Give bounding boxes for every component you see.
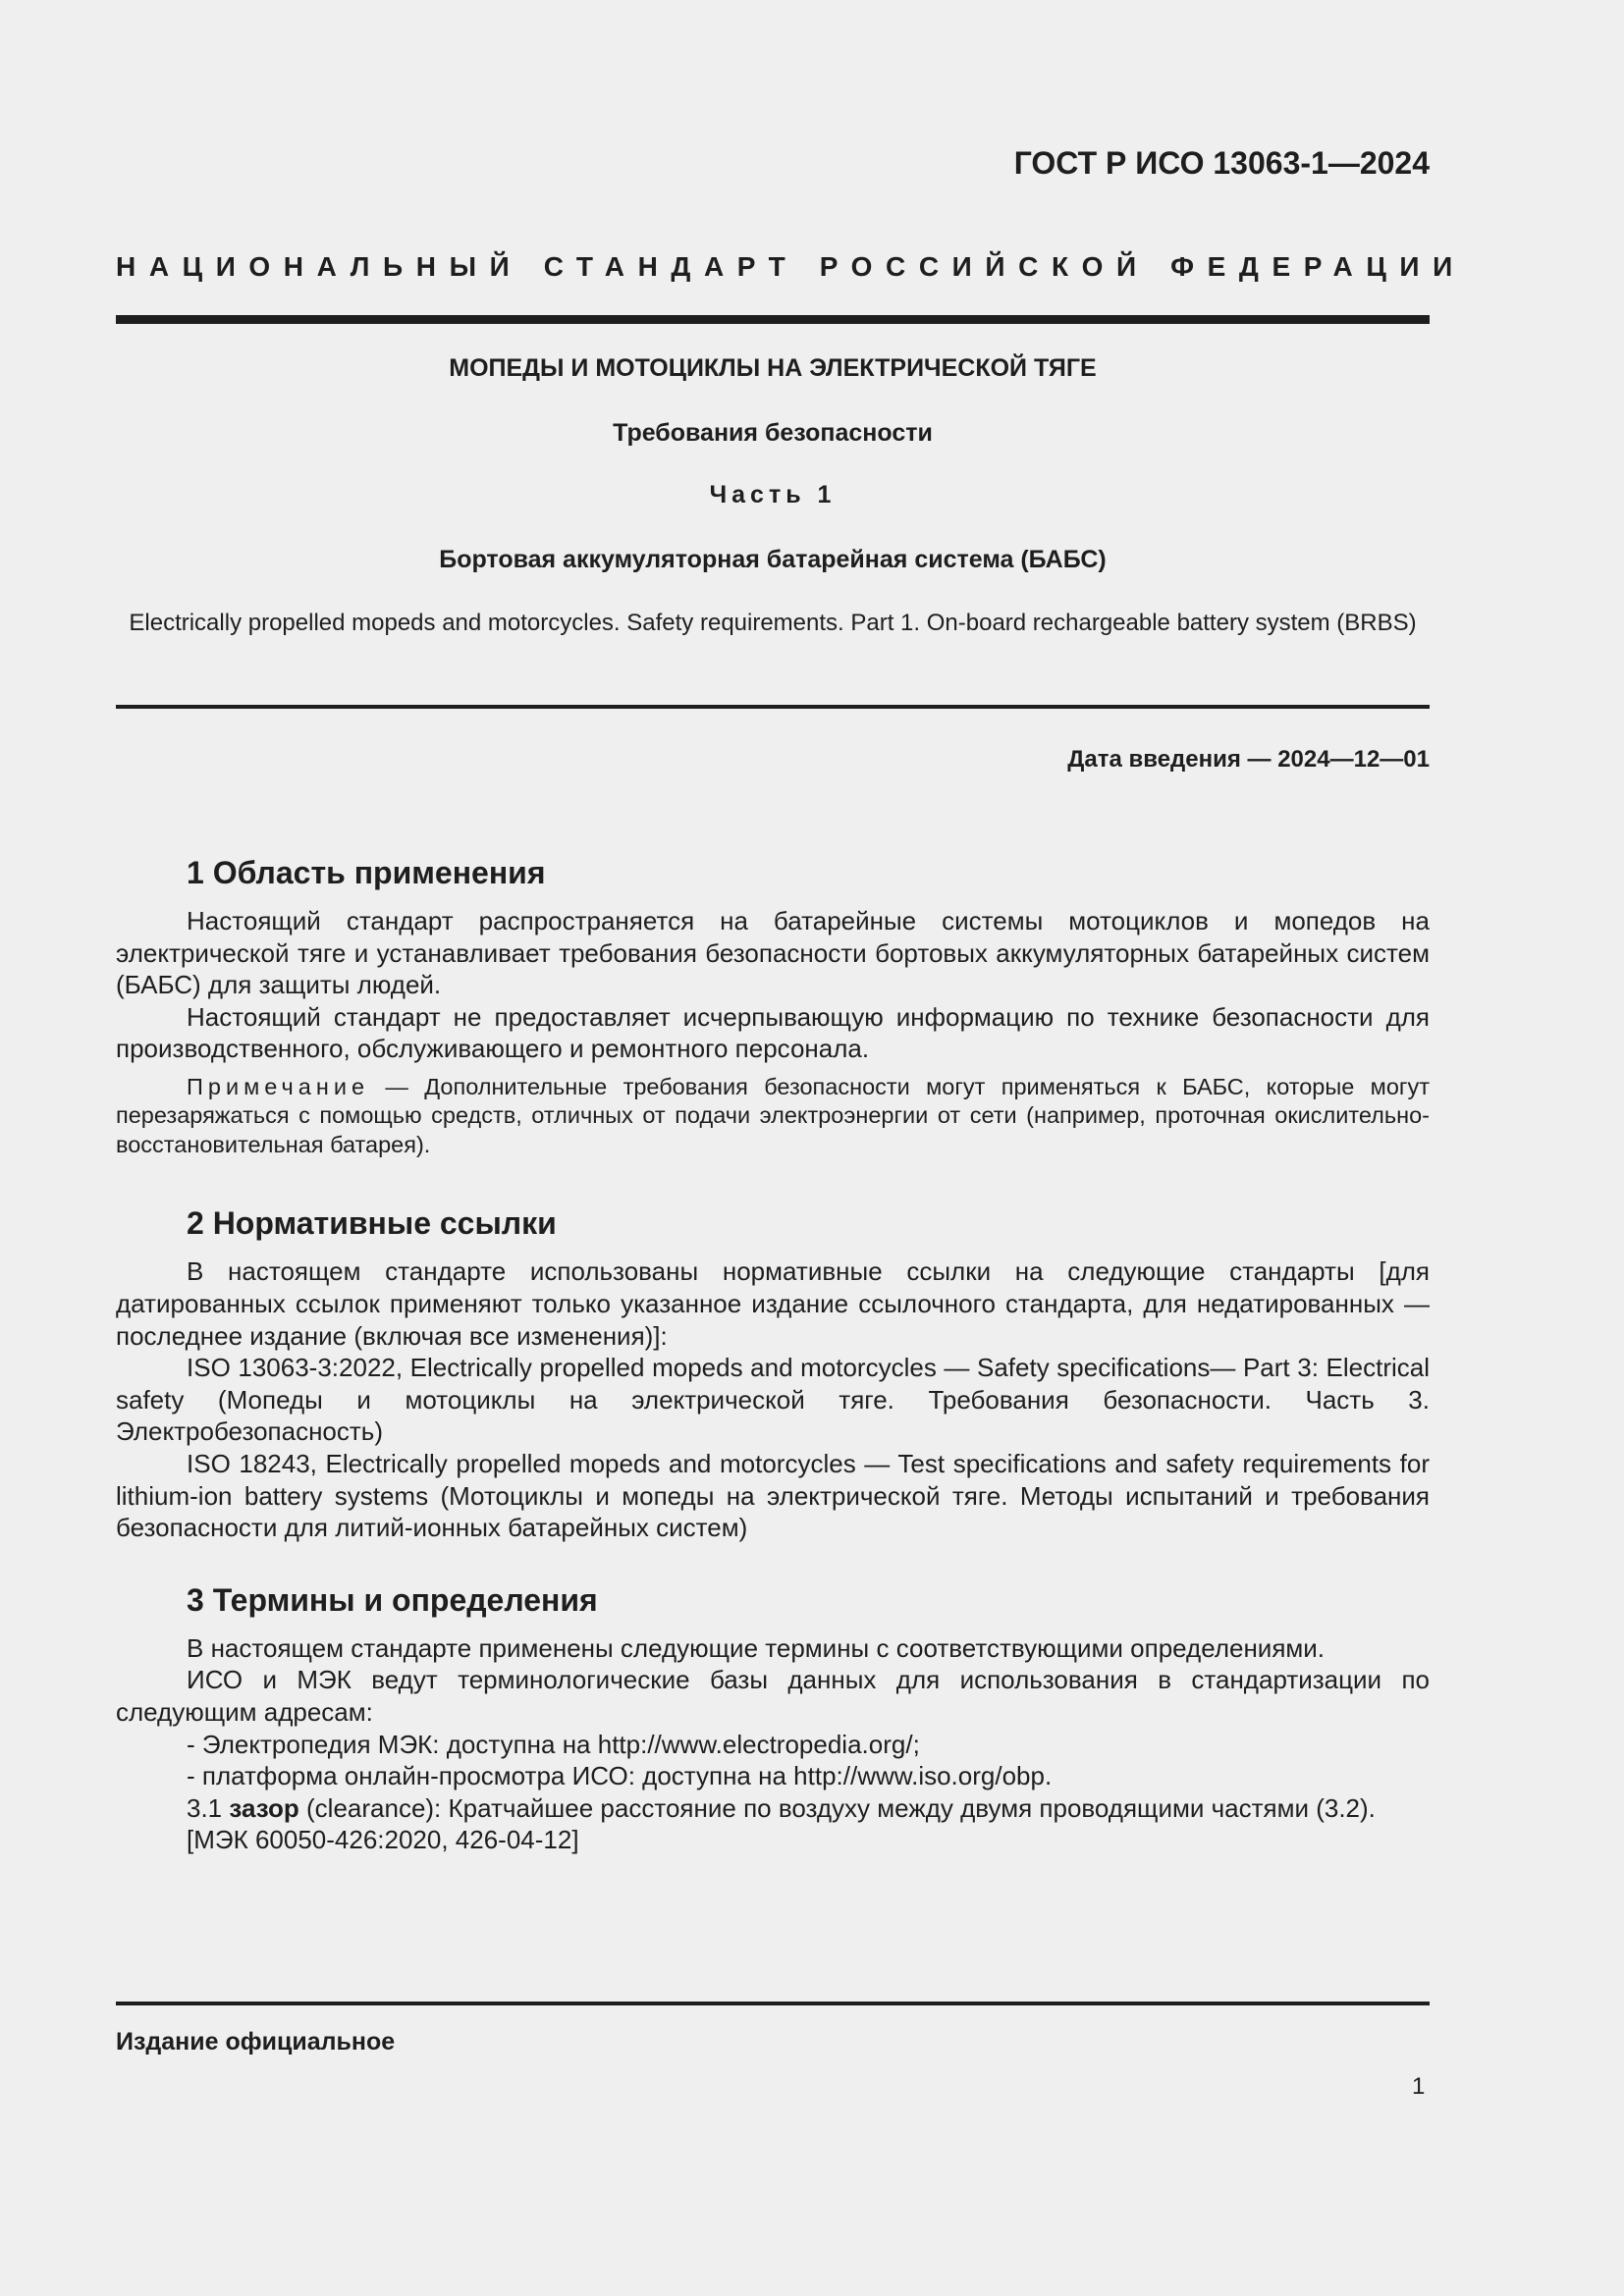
- list-item: - платформа онлайн-просмотра ИСО: доступна на http://www.iso.org/obp.: [187, 1761, 1053, 1791]
- part-title: Бортовая аккумуляторная батарейная система (БАБС): [439, 546, 1107, 573]
- term-source: [МЭК 60050-426:2020, 426-04-12]: [187, 1825, 579, 1855]
- section-3-paragraph-1: В настоящем стандарте применены следующие термины с соответствующими определениями.: [187, 1632, 1326, 1663]
- section-2-heading: 2 Нормативные ссылки: [187, 1205, 557, 1242]
- note-label: Примечание: [187, 1073, 370, 1099]
- page-number: 1: [1412, 2073, 1426, 2100]
- term-number: 3.1: [187, 1792, 230, 1823]
- section-1-paragraph-1: Настоящий стандарт распространяется на батарейные системы мотоциклов и мопедов на электрической тяге и устанавливает требования безопасности бортовых аккумуляторных батарейных систем (БАБС) для защиты людей.: [116, 906, 1430, 1000]
- part-label: Часть 1: [709, 481, 837, 508]
- thick-divider: [116, 315, 1430, 324]
- section-2-reference-1: ISO 13063-3:2022, Electrically propelled mopeds and motorcycles — Safety specifications— Part 3: Electrical safety (Мопеды и мотоциклы на электрической тяге. Требования безопасности. Часть 3. Электробезопасность): [116, 1353, 1430, 1447]
- section-1-note: [116, 1073, 1430, 1160]
- document-body: [116, 854, 1430, 1856]
- term-definition: [116, 1792, 1430, 1825]
- note-text: — Дополнительные требования безопасности могут применяться к БАБС, которые могут перезаряжаться с помощью средств, отличных от подачи электроэнергии от сети (например, проточная окислительно-восстановительная батарея).: [116, 1073, 1430, 1157]
- term-text: (clearance): Кратчайшее расстояние по воздуху между двумя проводящими частями (3.2).: [298, 1792, 1376, 1823]
- title-divider: [116, 705, 1430, 709]
- footer-divider: [116, 2002, 1430, 2005]
- section-2-paragraph-1: В настоящем стандарте использованы нормативные ссылки на следующие стандарты [для датированных ссылок применяют только указанное издание ссылочного стандарта, для недатированных — последнее издание (включая все изменения)]:: [116, 1256, 1430, 1351]
- introduction-date: Дата введения — 2024—12—01: [1067, 746, 1430, 773]
- list-item: - Электропедия МЭК: доступна на http://www.electropedia.org/;: [187, 1729, 920, 1759]
- section-1-heading: 1 Область применения: [187, 855, 546, 890]
- section-3-heading: 3 Термины и определения: [187, 1581, 598, 1618]
- section-2-reference-2: ISO 18243, Electrically propelled mopeds and motorcycles — Test specifications and safety requirements for lithium-ion battery systems (Мотоциклы и мопеды на электрической тяге. Методы испытаний и требования безопасности для литий-ионных батарейных систем): [116, 1449, 1430, 1543]
- section-3-paragraph-2: ИСО и МЭК ведут терминологические базы данных для использования в стандартизации по следующим адресам:: [116, 1665, 1430, 1727]
- document-subtitle: Требования безопасности: [613, 419, 933, 447]
- term-word: зазор: [229, 1792, 299, 1823]
- official-edition-label: Издание официальное: [116, 2028, 396, 2056]
- document-id: ГОСТ Р ИСО 13063-1—2024: [1013, 145, 1430, 181]
- section-1-paragraph-2: Настоящий стандарт не предоставляет исчерпывающую информацию по технике безопасности для производственного, обслуживающего и ремонтного персонала.: [116, 1001, 1430, 1064]
- english-title: Electrically propelled mopeds and motorcycles. Safety requirements. Part 1. On-board rechargeable battery system (BRBS): [129, 610, 1417, 636]
- document-title: МОПЕДЫ И МОТОЦИКЛЫ НА ЭЛЕКТРИЧЕСКОЙ ТЯГЕ: [449, 354, 1097, 382]
- national-standard-banner: НАЦИОНАЛЬНЫЙ СТАНДАРТ РОССИЙСКОЙ ФЕДЕРАЦИИ: [116, 251, 1466, 282]
